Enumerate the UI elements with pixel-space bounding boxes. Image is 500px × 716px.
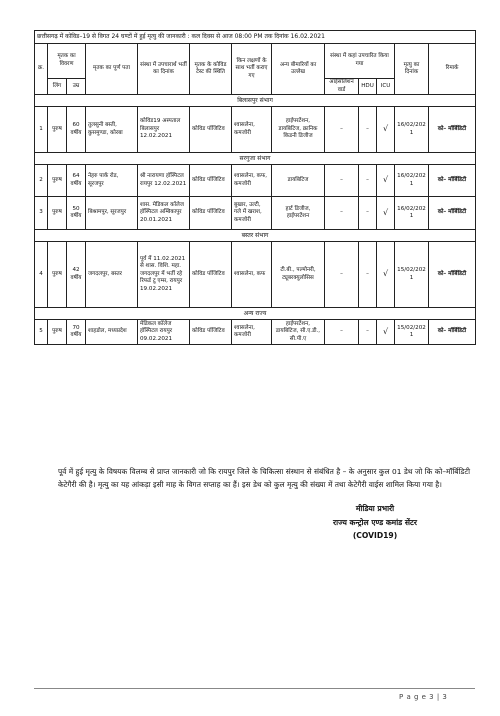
header-deceased-details: मृतक का विवरण: [48, 44, 86, 79]
row-admission-date: शास. मेडिकल कॉलेज हॉस्पिटल अम्बिकापुर 20.01.2021: [138, 197, 190, 230]
row-isolation: –: [325, 107, 359, 153]
row-address: जगदलपुर, बस्तर: [86, 242, 138, 308]
header-sno: क्र.: [35, 44, 48, 95]
row-gender: पुरुष: [48, 107, 67, 153]
note-paragraph: पूर्व में हुई मृत्यु के विषयक विलम्ब से प्राप्त जानकारी जो कि रायपुर जिले के चिकित्सा संस्थान से संबंधित है – के अनुसार कुल 01 डेथ जो कि को–मॉर्बिडिटी केटेगैरी की है। मृत्यु का यह आंकड़ा इसी माह के विगत सप्ताह का हैं। इस डेथ को कुल मृत्यु की संख्या में तथा केटेगैरी वाईस शामिल किया गया है।: [58, 467, 470, 490]
row-admission-date: श्री नारायणा हॉस्पिटल रायपुर 12.02.2021: [138, 165, 190, 197]
row-test-status: कोविड पॉजिटिव: [190, 320, 232, 345]
death-report-table: [34, 30, 476, 345]
row-remark: को– मॉर्बिडिटी: [429, 165, 476, 197]
signature-line-2: राज्य कन्ट्रोल एण्ड कमांड सेंटर: [333, 517, 417, 527]
row-other-diseases: हाईपरटेंशन, डायबिटिज, सी.ए.डी., सी.पी.ए: [272, 320, 325, 345]
row-age: 60 वर्षीय: [67, 107, 86, 153]
row-death-date: 16/02/2021: [395, 107, 429, 153]
header-other-diseases: अन्य बीमारियों का उल्लेख: [272, 44, 325, 95]
row-test-status: कोविड पॉजिटिव: [190, 242, 232, 308]
signature-line-3: (COVID19): [352, 531, 398, 540]
row-address: नेहरु पार्क रोड, सूरजपुर: [86, 165, 138, 197]
row-age: 64 वर्षीय: [67, 165, 86, 197]
row-address: बिश्रामपुर, सूरजपुर: [86, 197, 138, 230]
table-row: [35, 107, 476, 153]
header-where-admitted: संस्था में कहां उपचारित किया गया: [325, 44, 395, 79]
row-gender: पुरुष: [48, 242, 67, 308]
row-admission-date: पूर्व में 11.02.2021 से शास. विशि. महा. जगदलपुर में भर्ती रहे रिफर्ड टू एम्स, रायपुर 19.02.2021: [138, 242, 190, 308]
row-admission-date: मेडिकल कॉलेज हॉस्पिटल रायपुर 09.02.2021: [138, 320, 190, 345]
row-symptoms: बुखार, उल्टी, गले में खराश, कमजोरी: [232, 197, 272, 230]
row-icu: √: [377, 320, 395, 345]
region-label: बिलासपुर संभाग: [35, 95, 476, 107]
header-hdu: HDU: [359, 79, 377, 95]
header-death-date: मृत्यु का दिनांक: [395, 44, 429, 95]
row-icu: √: [377, 197, 395, 230]
row-address: तुलसुनी बस्ती, कुसमुण्डा, कोरबा: [86, 107, 138, 153]
header-isolation: आईसोलेशन वार्ड: [325, 79, 359, 95]
row-symptoms: श्वासलेना, कफ, कमजोरी: [232, 165, 272, 197]
row-gender: पुरुष: [48, 165, 67, 197]
row-test-status: कोविड पॉजिटिव: [190, 165, 232, 197]
table-title-row: [35, 31, 476, 44]
region-label: अन्य राज्य: [35, 308, 476, 320]
signature-block: [290, 502, 460, 543]
region-row: [35, 153, 476, 165]
footer-divider: [34, 688, 475, 689]
table-row: [35, 242, 476, 308]
row-address: शाहडोल, मध्यप्रदेश: [86, 320, 138, 345]
table-title: छत्तीसगढ़ में कोविड–19 से विगत 24 घण्टों में हुई मृत्यु की जानकारी : कल दिवस से आज 08:00 PM तक दिनांक 16.02.2021: [35, 31, 476, 44]
region-row: [35, 308, 476, 320]
row-sno: 1: [35, 107, 48, 153]
table-row: [35, 165, 476, 197]
row-remark: को– मॉर्बिडिटी: [429, 107, 476, 153]
row-test-status: कोविड पॉजिटिव: [190, 197, 232, 230]
region-label: सरगुजा संभाग: [35, 153, 476, 165]
row-remark: को– मॉर्बिडिटी: [429, 242, 476, 308]
table-row: [35, 197, 476, 230]
row-symptoms: श्वासलेना, कमजोरी: [232, 320, 272, 345]
signature-line-1: मीडिया प्रभारी: [355, 504, 395, 513]
row-hdu: –: [359, 197, 377, 230]
row-hdu: –: [359, 107, 377, 153]
header-row-1: [35, 44, 476, 79]
row-age: 42 वर्षीय: [67, 242, 86, 308]
row-gender: पुरुष: [48, 197, 67, 230]
row-isolation: –: [325, 242, 359, 308]
row-gender: पुरुष: [48, 320, 67, 345]
row-isolation: –: [325, 197, 359, 230]
row-sno: 5: [35, 320, 48, 345]
row-test-status: कोविड पॉजिटिव: [190, 107, 232, 153]
row-death-date: 15/02/2021: [395, 320, 429, 345]
header-age: उम्र: [67, 79, 86, 95]
region-row: [35, 230, 476, 242]
header-address: मृतक का पूर्ण पता: [86, 44, 138, 95]
row-other-diseases: टी.बी., पल्मोनरी, ट्यूबरक्युलोसिस: [272, 242, 325, 308]
row-icu: √: [377, 165, 395, 197]
header-test-status: मृतक के कोविड टेस्ट की स्थिति: [190, 44, 232, 95]
row-age: 50 वर्षीय: [67, 197, 86, 230]
row-hdu: –: [359, 165, 377, 197]
page-number: P a g e 3 | 3: [399, 693, 448, 701]
row-death-date: 16/02/2021: [395, 165, 429, 197]
row-sno: 3: [35, 197, 48, 230]
row-other-diseases: हाईपरटेंशन, डायबिटिज, क्रानिक किडनी डिजीज: [272, 107, 325, 153]
row-age: 70 वर्षीय: [67, 320, 86, 345]
row-hdu: –: [359, 242, 377, 308]
row-symptoms: श्वासलेना, कमजोरी: [232, 107, 272, 153]
row-other-diseases: डायबिटिज: [272, 165, 325, 197]
row-icu: √: [377, 242, 395, 308]
row-sno: 2: [35, 165, 48, 197]
row-death-date: 16/02/2021: [395, 197, 429, 230]
region-label: बस्तर संभाग: [35, 230, 476, 242]
row-isolation: –: [325, 165, 359, 197]
header-symptoms: किन लक्षणों के साथ भर्ती कराए गए: [232, 44, 272, 95]
row-hdu: –: [359, 320, 377, 345]
row-icu: √: [377, 107, 395, 153]
row-remark: को– मॉर्बिडिटी: [429, 197, 476, 230]
row-admission-date: कोविड19 अस्पताल बिलासपुर 12.02.2021: [138, 107, 190, 153]
header-remarks: रिमार्क: [429, 44, 476, 95]
header-icu: ICU: [377, 79, 395, 95]
row-other-diseases: हार्ट डिजीज, हाईपरटेंशन: [272, 197, 325, 230]
header-admission-date: संस्था में उपचारार्थ भर्ती का दिनांक: [138, 44, 190, 95]
row-isolation: –: [325, 320, 359, 345]
row-death-date: 15/02/2021: [395, 242, 429, 308]
row-symptoms: श्वासलेना, कफ: [232, 242, 272, 308]
row-sno: 4: [35, 242, 48, 308]
row-remark: को– मॉर्बिडिटी: [429, 320, 476, 345]
region-row: [35, 95, 476, 107]
table-row: [35, 320, 476, 345]
header-gender: लिंग: [48, 79, 67, 95]
